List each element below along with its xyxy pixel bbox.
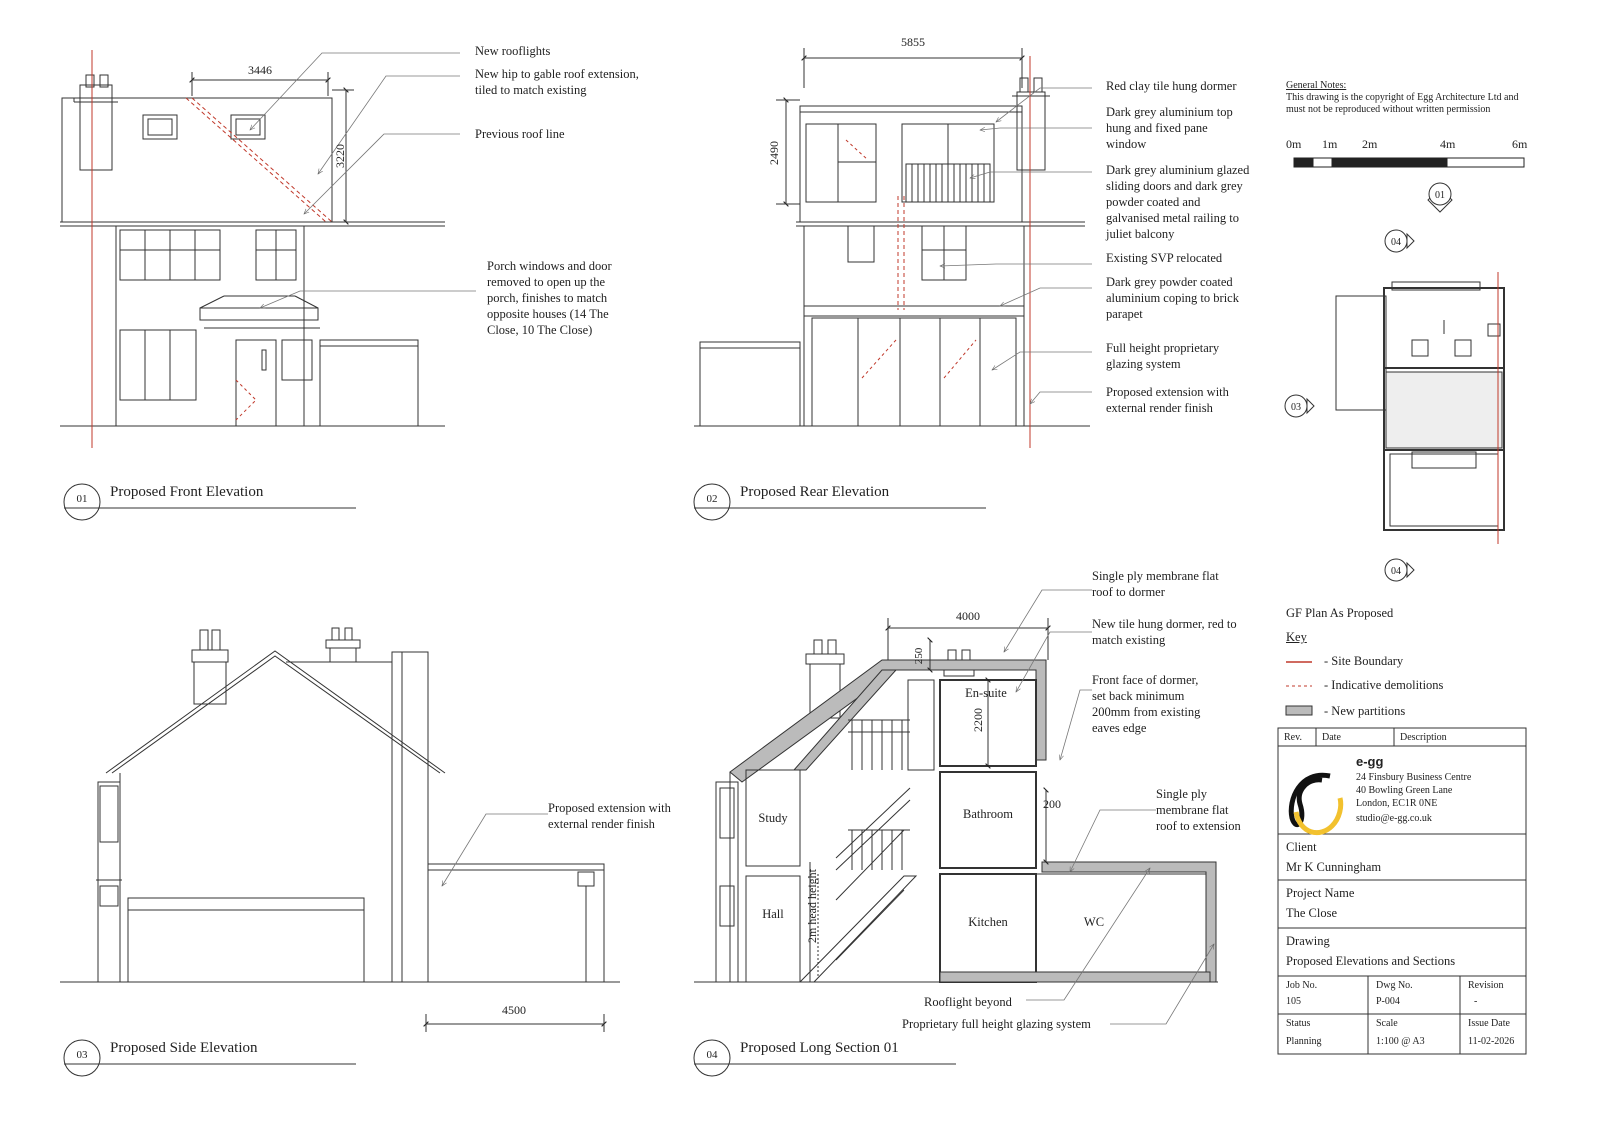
rear-note-coping: Dark grey powder coated aluminium coping to brick parapet — [1106, 275, 1239, 321]
section-note-full-glazing: Proprietary full height glazing system — [902, 1017, 1091, 1031]
room-hall: Hall — [762, 907, 784, 921]
front-note-hip-to-gable: New hip to gable roof extension, tiled to match existing — [475, 67, 639, 97]
company-name: e-gg — [1356, 754, 1384, 769]
scale-bar-labels — [1286, 137, 1528, 151]
front-elevation-drawing — [60, 50, 445, 448]
plan-title: GF Plan As Proposed — [1286, 606, 1394, 620]
front-width-dim: 3446 — [248, 63, 272, 77]
rev-header: Rev. — [1284, 732, 1302, 743]
room-study: Study — [758, 811, 788, 825]
status-label: Status — [1286, 1018, 1311, 1029]
revision-label: Revision — [1468, 980, 1504, 991]
job-label: Job No. — [1286, 980, 1318, 991]
front-elevation-title: Proposed Front Elevation — [110, 484, 264, 500]
new-partition-swatch — [1286, 706, 1312, 715]
front-leader-lines — [250, 53, 476, 308]
scale-label: Scale — [1376, 1018, 1398, 1029]
room-wc: WC — [1083, 915, 1105, 929]
key-heading: Key — [1286, 630, 1307, 644]
client-label: Client — [1286, 840, 1317, 854]
drawing-number-03: 03 — [76, 1049, 88, 1061]
scale-label-6: 6m — [1512, 137, 1528, 151]
issue-date-value: 11-02-2026 — [1468, 1036, 1515, 1047]
scale-label-2: 2m — [1362, 137, 1378, 151]
company-email: studio@e-gg.co.uk — [1356, 813, 1432, 824]
company-logo — [1291, 775, 1340, 832]
section-width-dim: 4000 — [956, 609, 980, 623]
address-line-2: 40 Bowling Green Lane — [1356, 785, 1453, 796]
drawing-number-02: 02 — [706, 493, 718, 505]
side-leader-lines — [442, 814, 548, 886]
project-label: Project Name — [1286, 886, 1355, 900]
rear-elevation-title: Proposed Rear Elevation — [740, 484, 890, 500]
side-elevation-drawing — [60, 628, 620, 1032]
section-note-dormer-roof: Single ply membrane flat roof to dormer — [1092, 569, 1219, 599]
address-line-1: 24 Finsbury Business Centre — [1356, 772, 1472, 783]
rear-elevation-drawing — [694, 48, 1090, 448]
long-section-title: Proposed Long Section 01 — [740, 1040, 899, 1056]
rear-note-extension: Proposed extension with external render finish — [1106, 385, 1229, 415]
section-note-extension-roof: Single ply membrane flat roof to extension — [1156, 787, 1241, 833]
section-dormer-dim: 2200 — [971, 708, 985, 732]
section-note-rooflight: Rooflight beyond — [924, 995, 1012, 1009]
plan-marker-04-top: 04 — [1391, 237, 1401, 248]
front-height-dim: 3220 — [333, 144, 347, 168]
scale-value: 1:100 @ A3 — [1376, 1036, 1425, 1047]
scale-label-4: 4m — [1440, 137, 1456, 151]
client-value: Mr K Cunningham — [1286, 860, 1382, 874]
room-bathroom: Bathroom — [963, 807, 1013, 821]
job-value: 105 — [1286, 996, 1301, 1007]
section-step-dim: 200 — [1043, 797, 1061, 811]
rear-note-dormer: Red clay tile hung dormer — [1106, 79, 1237, 93]
dwg-value: P-004 — [1376, 996, 1400, 1007]
scale-bar — [1294, 158, 1524, 167]
rear-note-sliding-doors: Dark grey aluminium glazed sliding doors and dark grey powder coated and galvanised metal railing to juliet balcony — [1106, 163, 1250, 241]
key-site-boundary: - Site Boundary — [1324, 654, 1404, 668]
key-indicative-demolitions: - Indicative demolitions — [1324, 678, 1444, 692]
plan-marker-04-bottom: 04 — [1391, 566, 1401, 577]
key-new-partitions: - New partitions — [1324, 704, 1406, 718]
side-elevation-title: Proposed Side Elevation — [110, 1040, 258, 1056]
key-swatches — [1286, 662, 1312, 715]
drawing-number-01: 01 — [76, 493, 88, 505]
front-note-porch: Porch windows and door removed to open up the porch, finishes to match opposite houses (14 The Close, 10 The Close) — [487, 259, 612, 337]
plan-marker-01: 01 — [1435, 190, 1445, 201]
room-kitchen: Kitchen — [968, 915, 1008, 929]
title-bubble-numbers — [77, 493, 719, 1061]
side-width-dim: 4500 — [502, 1003, 526, 1017]
section-labels — [758, 609, 1104, 943]
title-bubbles — [64, 484, 986, 1076]
front-note-rooflights: New rooflights — [475, 44, 551, 58]
room-en-suite: En-suite — [965, 686, 1007, 700]
rear-note-glazing: Full height proprietary glazing system — [1106, 341, 1220, 371]
section-note-dormer-setback: Front face of dormer, set back minimum 200mm from existing eaves edge — [1092, 673, 1201, 735]
revision-value: - — [1474, 996, 1478, 1007]
rear-height-dim: 2490 — [767, 141, 781, 165]
general-notes-text: This drawing is the copyright of Egg Architecture Ltd and must not be reproduced without written permission — [1286, 92, 1519, 115]
scale-label-1: 1m — [1322, 137, 1338, 151]
drawing-label: Drawing — [1286, 934, 1330, 948]
address-line-3: London, EC1R 0NE — [1356, 798, 1438, 809]
dwg-label: Dwg No. — [1376, 980, 1413, 991]
date-header: Date — [1322, 732, 1341, 743]
front-note-previous-roof: Previous roof line — [475, 127, 565, 141]
rear-width-dim: 5855 — [901, 35, 925, 49]
description-header: Description — [1400, 732, 1447, 743]
plan-marker-03: 03 — [1291, 402, 1301, 413]
side-note-extension: Proposed extension with external render finish — [548, 801, 671, 831]
drawing-value: Proposed Elevations and Sections — [1286, 954, 1456, 968]
side-dimensions — [502, 1003, 526, 1017]
scale-label-0: 0m — [1286, 137, 1302, 151]
section-head-height-dim: 2m head height — [805, 869, 819, 943]
rear-note-svp: Existing SVP relocated — [1106, 251, 1223, 265]
section-note-tile-dormer: New tile hung dormer, red to match existing — [1092, 617, 1237, 647]
status-value: Planning — [1286, 1036, 1322, 1047]
drawing-number-04: 04 — [706, 1049, 718, 1061]
issue-date-label: Issue Date — [1468, 1018, 1510, 1029]
project-value: The Close — [1286, 906, 1338, 920]
rear-note-window: Dark grey aluminium top hung and fixed pane window — [1106, 105, 1233, 151]
general-notes-heading: General Notes: — [1286, 80, 1347, 91]
section-roof-dim: 250 — [913, 647, 925, 665]
